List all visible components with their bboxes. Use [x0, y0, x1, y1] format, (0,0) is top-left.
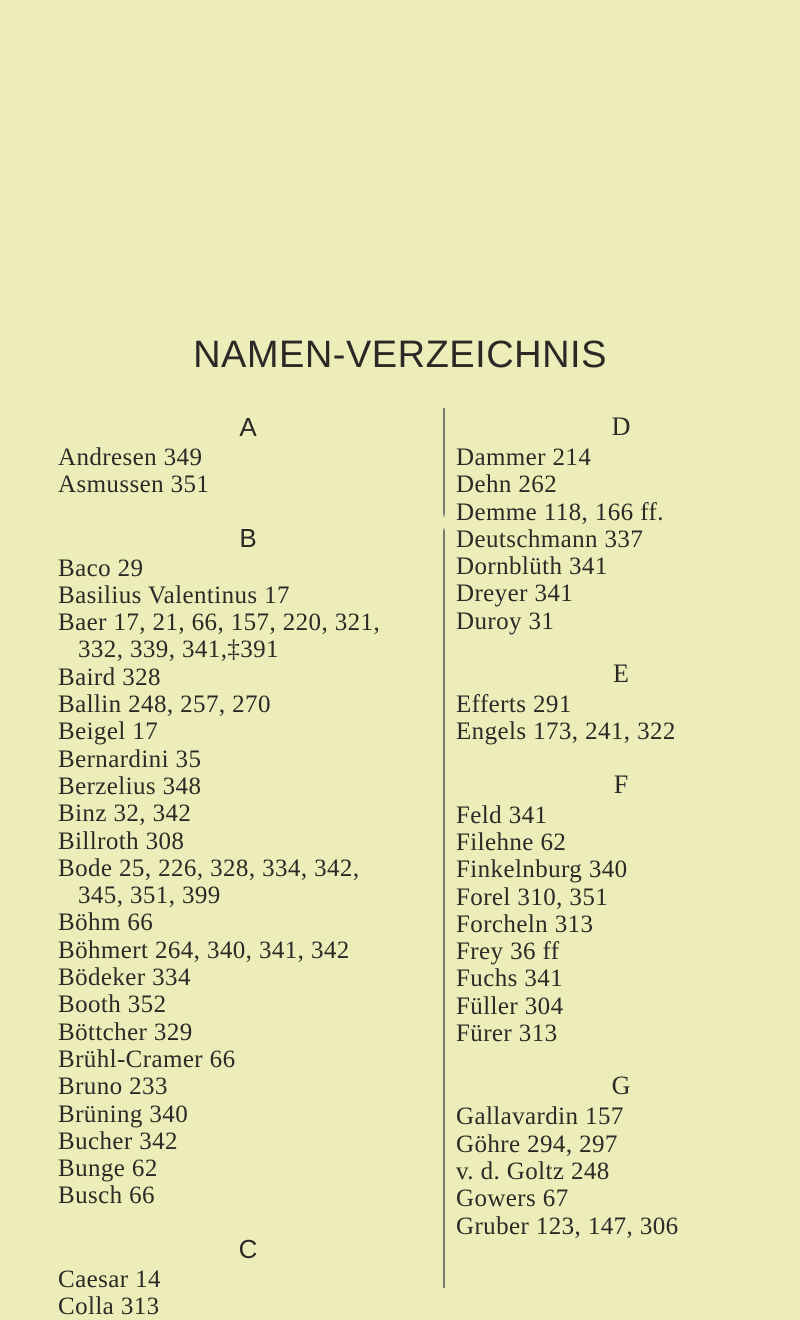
- index-entry: Fuchs 341: [456, 965, 564, 993]
- index-entry: Caesar 14: [58, 1265, 161, 1293]
- index-entry: Binz 32, 342: [58, 800, 192, 828]
- index-entry: Basilius Valentinus 17: [58, 581, 290, 609]
- index-entry: Colla 313: [58, 1293, 160, 1320]
- index-entry: Bode 25, 226, 328, 334, 342,: [58, 854, 360, 882]
- index-entry: Gruber 123, 147, 306: [456, 1212, 679, 1240]
- index-entry: Feld 341: [456, 801, 548, 829]
- index-entry: Frey 36 ff: [456, 938, 560, 966]
- index-entry: Busch 66: [58, 1182, 155, 1210]
- section-d-entries: [456, 444, 786, 635]
- index-entry: Deutschmann 337: [456, 525, 644, 553]
- index-entry: v. d. Goltz 248: [456, 1157, 610, 1185]
- index-entry: Baco 29: [58, 554, 144, 582]
- right-column: [456, 410, 786, 1240]
- index-entry: Booth 352: [58, 991, 167, 1019]
- index-entry: Baird 328: [58, 663, 161, 691]
- index-entry: Gowers 67: [456, 1185, 569, 1213]
- index-entry: Bunge 62: [58, 1155, 158, 1183]
- section-g-entries: [456, 1103, 786, 1239]
- index-entry: Fürer 313: [456, 1020, 558, 1048]
- index-entry: Engels 173, 241, 322: [456, 718, 676, 746]
- index-entry: Asmussen 351: [58, 471, 210, 499]
- index-entry: Böttcher 329: [58, 1018, 193, 1046]
- index-entry: Göhre 294, 297: [456, 1130, 618, 1158]
- section-a-entries: [58, 444, 438, 499]
- index-entry: Beigel 17: [58, 718, 159, 746]
- index-entry: Efferts 291: [456, 691, 572, 719]
- index-entry: Bödeker 334: [58, 964, 191, 992]
- section-letter-d: D: [611, 412, 631, 441]
- section-letter-e: E: [613, 659, 629, 689]
- page-title: NAMEN-VERZEICHNIS: [193, 334, 607, 376]
- section-letter-a: A: [239, 412, 257, 442]
- index-entry: Demme 118, 166 ff.: [456, 498, 664, 526]
- section-c-entries: [58, 1266, 438, 1320]
- index-entry: Dreyer 341: [456, 580, 574, 608]
- index-entry: Billroth 308: [58, 827, 185, 855]
- section-letter-g: G: [611, 1071, 631, 1101]
- column-divider: [443, 408, 445, 1288]
- left-column: [58, 410, 438, 1320]
- index-entry: Filehne 62: [456, 828, 567, 856]
- section-letter-c: C: [238, 1233, 258, 1264]
- section-letter-b: B: [239, 522, 257, 553]
- index-entry: Forel 310, 351: [456, 883, 609, 911]
- index-entry: Bernardini 35: [58, 745, 202, 773]
- index-entry: Berzelius 348: [58, 772, 202, 800]
- section-b-entries: [58, 555, 438, 1210]
- section-letter-f: F: [613, 769, 629, 799]
- index-entry: Dehn 262: [456, 471, 558, 499]
- index-entry: Dammer 214: [456, 444, 592, 471]
- section-f-entries: [456, 802, 786, 1048]
- index-entry: Brühl-Cramer 66: [58, 1045, 236, 1073]
- index-entry: Böhm 66: [58, 909, 154, 937]
- index-entry: Finkelnburg 340: [456, 856, 628, 884]
- index-entry-continuation: 345, 351, 399: [78, 882, 221, 910]
- index-entry-continuation: 332, 339, 341,‡391: [78, 636, 279, 664]
- index-entry: Dornblüth 341: [456, 553, 608, 581]
- index-entry: Duroy 31: [456, 607, 555, 635]
- index-entry: Ballin 248, 257, 270: [58, 691, 271, 719]
- section-e-entries: [456, 691, 786, 746]
- index-entry: Forcheln 313: [456, 910, 594, 938]
- index-entry: Gallavardin 157: [456, 1103, 624, 1131]
- index-entry: Bucher 342: [58, 1127, 178, 1155]
- index-entry: Füller 304: [456, 992, 564, 1020]
- index-entry: Baer 17, 21, 66, 157, 220, 321,: [58, 609, 381, 637]
- index-entry: Andresen 349: [58, 444, 203, 471]
- index-entry: Brüning 340: [58, 1100, 189, 1128]
- index-entry: Böhmert 264, 340, 341, 342: [58, 936, 350, 964]
- index-entry: Bruno 233: [58, 1073, 168, 1101]
